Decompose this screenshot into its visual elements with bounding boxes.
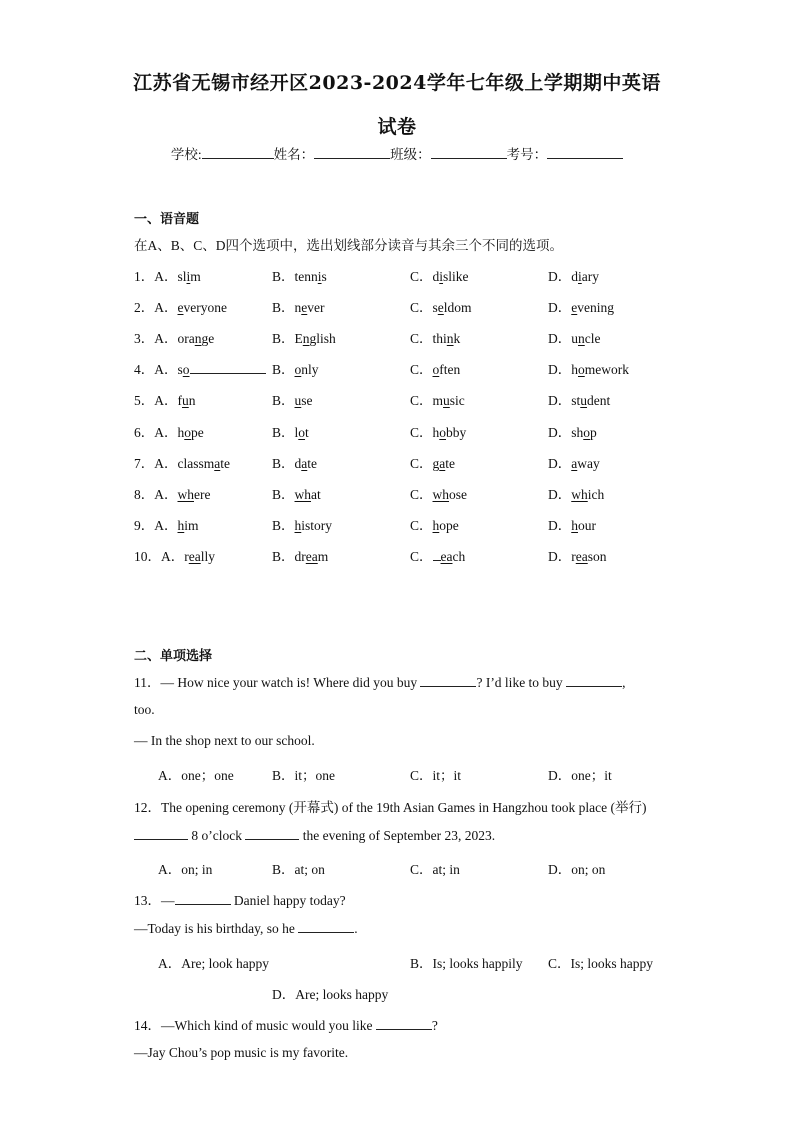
- option-word: [295, 487, 321, 502]
- q13-text-4: .: [354, 921, 358, 936]
- underlined-letters: n: [194, 331, 202, 347]
- option-word: [295, 362, 319, 377]
- option-word: [178, 425, 204, 440]
- question-13-line-2: [134, 920, 358, 937]
- option-letter: D．: [548, 331, 572, 347]
- underlined-letters: o: [182, 362, 190, 378]
- q14-text: 14．—Which kind of music would you like: [134, 1018, 373, 1033]
- underlined-letters: ea: [188, 548, 201, 564]
- school-label: 学校:: [170, 147, 202, 162]
- phonetics-q9-option-a[interactable]: [134, 514, 199, 534]
- question-number: 1．A．: [134, 269, 178, 284]
- phonetics-q10-option-d[interactable]: [548, 545, 607, 565]
- q11-text-2: ? I’d like to buy: [476, 675, 563, 690]
- phonetics-q9-option-c[interactable]: [410, 514, 459, 534]
- word-part: s: [177, 362, 183, 378]
- option-word: [571, 456, 600, 471]
- word-part: vening: [577, 300, 614, 316]
- option-word: [433, 549, 466, 564]
- option-letter: B．: [272, 424, 295, 440]
- word-part: sic: [449, 393, 465, 409]
- underline-extension: [190, 362, 266, 374]
- page-title: 江苏省无锡市经开区2023-2024学年七年级上学期期中英语: [133, 72, 661, 94]
- option-letter: B．: [272, 362, 295, 378]
- underlined-letters: e: [437, 300, 444, 316]
- word-part: ldom: [443, 300, 472, 316]
- option-word: [571, 300, 614, 315]
- phonetics-q6-option-a[interactable]: [134, 421, 204, 441]
- word-part: p: [590, 424, 597, 440]
- word-part: sl: [177, 269, 187, 284]
- underlined-letters: n: [578, 331, 585, 347]
- q13-text: 13．—: [134, 893, 175, 908]
- word-part: s: [432, 300, 438, 316]
- underlined-letters: n: [302, 331, 310, 347]
- word-part: im: [184, 517, 199, 533]
- option-letter: C．: [410, 455, 433, 471]
- option-letter: D．: [548, 486, 572, 502]
- option-word: [295, 300, 325, 315]
- underlined-letters: h: [571, 517, 578, 533]
- underlined-letters: u: [443, 393, 450, 409]
- word-part: d: [571, 269, 578, 284]
- phonetics-q8-option-b[interactable]: [272, 483, 321, 503]
- option-word: [571, 425, 597, 440]
- phonetics-q7-option-d[interactable]: [548, 452, 600, 472]
- question-number: 2．A．: [134, 300, 178, 316]
- option-letter: C．: [410, 486, 433, 502]
- word-part: ary: [581, 269, 600, 284]
- underlined-letters: i: [578, 269, 582, 284]
- option-word: [433, 300, 472, 315]
- option-word: [178, 331, 215, 346]
- option-letter: C．: [410, 300, 433, 316]
- option-word: [433, 331, 461, 346]
- phonetics-q9-option-b[interactable]: [272, 514, 332, 534]
- phonetics-q6-option-d[interactable]: [548, 421, 597, 441]
- phonetics-q7-option-c[interactable]: [410, 452, 455, 472]
- underlined-letters: a: [214, 455, 221, 471]
- q12-option-d[interactable]: D．on; on: [548, 862, 606, 877]
- q13-text-3: —Today is his birthday, so he: [134, 921, 295, 936]
- school-blank: [202, 144, 274, 159]
- question-13-line-1: [134, 889, 346, 909]
- word-part: r: [184, 548, 189, 564]
- name-label: 姓名：: [273, 147, 315, 162]
- word-part: h: [177, 424, 185, 440]
- question-14-line-1: [134, 1014, 438, 1034]
- q12-text: 8 o’clock: [191, 828, 242, 843]
- option-letter: C．: [410, 517, 433, 533]
- question-11-line-2: too.: [134, 702, 155, 717]
- question-11-line-3: — In the shop next to our school.: [134, 733, 315, 748]
- phonetics-q10-option-c[interactable]: [410, 545, 465, 565]
- word-part: thi: [432, 331, 447, 347]
- option-word: [295, 331, 336, 346]
- q11-text: 11．— How nice your watch is! Where did you buy: [134, 675, 418, 690]
- phonetics-q3-option-a[interactable]: [134, 327, 214, 347]
- phonetics-q4-option-d[interactable]: [548, 358, 629, 378]
- word-part: istory: [301, 517, 333, 533]
- option-word: [178, 300, 227, 315]
- phonetics-q3-option-b[interactable]: [272, 327, 336, 347]
- word-part: d: [294, 455, 302, 471]
- word-part: our: [578, 517, 596, 533]
- question-number: 9．A．: [134, 517, 178, 533]
- page-title-continued: 试卷: [377, 116, 417, 138]
- word-part: h: [432, 424, 440, 440]
- word-part: m: [432, 393, 444, 409]
- option-letter: C．: [410, 362, 433, 378]
- option-word: [178, 456, 231, 471]
- name-blank: [314, 144, 390, 159]
- phonetics-q1-option-d[interactable]: [548, 265, 599, 285]
- option-letter: D．: [548, 300, 572, 316]
- option-word: [571, 549, 606, 564]
- q13-option-c[interactable]: C．Is; looks happy: [548, 956, 654, 971]
- phonetics-q8-option-c[interactable]: [410, 483, 467, 503]
- option-letter: D．: [548, 269, 572, 284]
- question-number: 7．A．: [134, 455, 178, 471]
- word-part: ich: [587, 486, 605, 502]
- option-word: [433, 487, 468, 502]
- underlined-letters: u: [182, 393, 189, 409]
- q11-option-d[interactable]: D．one；it: [548, 768, 612, 783]
- option-letter: B．: [272, 393, 295, 409]
- q13-option-d[interactable]: D．Are; looks happy: [272, 987, 389, 1002]
- q11-blank-2: [566, 674, 622, 687]
- phonetics-q2-option-b[interactable]: [272, 296, 325, 316]
- phonetics-q2-option-a[interactable]: [134, 296, 227, 316]
- option-letter: B．: [272, 300, 295, 316]
- underlined-letters: ea: [440, 548, 453, 564]
- word-part: ere: [194, 486, 211, 502]
- phonetics-q4-option-b[interactable]: [272, 358, 319, 378]
- phonetics-q8-option-a[interactable]: [134, 483, 210, 503]
- word-part: at: [311, 486, 321, 502]
- option-letter: B．: [272, 269, 295, 284]
- underlined-letters: e: [177, 300, 184, 316]
- q13-blank-2: [298, 920, 354, 933]
- word-part: dent: [587, 393, 611, 409]
- question-number: 6．A．: [134, 424, 178, 440]
- q11-text-3: ,: [622, 675, 626, 690]
- option-word: [295, 425, 309, 440]
- option-word: [295, 549, 329, 564]
- underlined-letters: o: [578, 362, 585, 378]
- option-word: [295, 456, 318, 471]
- word-part: ora: [177, 331, 195, 347]
- word-part: E: [294, 331, 303, 347]
- word-part: cle: [584, 331, 601, 347]
- phonetics-q5-option-a[interactable]: [134, 389, 196, 409]
- word-part: tenn: [294, 269, 318, 284]
- option-letter: C．: [410, 393, 433, 409]
- phonetics-q5-option-c[interactable]: [410, 389, 465, 409]
- word-part: glish: [309, 331, 336, 347]
- phonetics-q5-option-d[interactable]: [548, 389, 610, 409]
- word-part: mework: [584, 362, 629, 378]
- word-part: ften: [439, 362, 461, 378]
- word-part: u: [571, 331, 578, 347]
- option-word: [178, 393, 196, 408]
- underlined-letters: o: [294, 362, 302, 378]
- class-blank: [431, 144, 507, 159]
- option-word: [295, 518, 333, 533]
- word-part: se: [301, 393, 313, 409]
- underlined-letters: u: [580, 393, 588, 409]
- word-part: nly: [301, 362, 319, 378]
- word-part: n: [294, 300, 302, 316]
- option-word: [433, 362, 461, 377]
- word-part: h: [571, 362, 578, 378]
- question-14-line-2: —Jay Chou’s pop music is my favorite.: [134, 1045, 349, 1060]
- underlined-letters: i: [439, 269, 444, 284]
- underlined-letters: u: [294, 393, 302, 409]
- word-part: veryone: [183, 300, 227, 316]
- underlined-letters: wh: [294, 486, 312, 502]
- phonetics-q2-option-c[interactable]: [410, 296, 472, 316]
- word-part: ch: [452, 548, 466, 564]
- question-number: 8．A．: [134, 486, 178, 502]
- phonetics-q10-option-b[interactable]: [272, 545, 328, 565]
- word-part: ge: [201, 331, 215, 347]
- option-letter: B．: [272, 455, 295, 471]
- underlined-letters: wh: [177, 486, 194, 502]
- underlined-letters: wh: [571, 486, 588, 502]
- section-heading-single-choice: 二、单项选择: [134, 649, 213, 664]
- phonetics-q1-option-c[interactable]: [410, 265, 469, 285]
- word-part: te: [307, 455, 318, 471]
- q12-text-2: the evening of September 23, 2023.: [302, 828, 496, 843]
- exam-number-blank: [547, 144, 623, 159]
- underlined-letters: i: [317, 269, 322, 284]
- option-letter: C．: [410, 269, 433, 284]
- underlined-letters: o: [439, 424, 447, 440]
- word-part: way: [577, 455, 600, 471]
- option-letter: D．: [548, 424, 572, 440]
- option-word: [178, 269, 201, 284]
- q12-blank-2: [245, 827, 299, 840]
- word-part: r: [571, 548, 576, 564]
- option-letter: C．: [410, 424, 433, 440]
- underlined-letters: n: [446, 331, 454, 347]
- q13-text-2: Daniel happy today?: [233, 893, 346, 908]
- word-part: te: [445, 455, 456, 471]
- q12-option-b[interactable]: B．at; on: [272, 862, 325, 877]
- option-word: [178, 362, 266, 377]
- option-letter: C．: [410, 331, 433, 347]
- word-part: n: [188, 393, 196, 409]
- phonetics-q6-option-c[interactable]: [410, 421, 466, 441]
- option-letter: D．: [548, 517, 572, 533]
- word-part: dr: [294, 548, 306, 564]
- word-part: m: [190, 269, 201, 284]
- option-word: [571, 362, 629, 377]
- underlined-letters: o: [184, 424, 191, 440]
- underlined-letters: h: [294, 517, 302, 533]
- question-12-line-2: [134, 827, 495, 844]
- phonetics-q6-option-b[interactable]: [272, 421, 309, 441]
- word-part: m: [317, 548, 329, 564]
- question-11-line-1: [134, 671, 625, 691]
- phonetics-q7-option-a[interactable]: [134, 452, 230, 472]
- option-word: [433, 269, 469, 284]
- q12-blank-1: [134, 827, 188, 840]
- phonetics-q1-option-b[interactable]: [272, 265, 327, 285]
- option-word: [433, 456, 456, 471]
- underlined-letters: o: [432, 362, 440, 378]
- phonetics-q10-option-a[interactable]: [134, 545, 215, 565]
- option-letter: B．: [272, 331, 295, 347]
- question-number: 10．A．: [134, 548, 185, 564]
- option-letter: B．: [272, 486, 295, 502]
- q13-option-b[interactable]: B．Is; looks happily: [410, 956, 523, 971]
- phonetics-q5-option-b[interactable]: [272, 389, 313, 409]
- word-part: ver: [307, 300, 325, 316]
- option-word: [571, 269, 599, 284]
- exam-number-label: 考号：: [506, 147, 548, 162]
- option-letter: B．: [272, 548, 295, 564]
- underlined-letters: ea: [575, 548, 588, 564]
- word-part: d: [432, 269, 440, 284]
- word-part: sh: [571, 424, 584, 440]
- q14-blank: [376, 1017, 432, 1030]
- question-12-line-1: 12．The opening ceremony (开幕式) of the 19th Asian Games in Hangzhou took place (举行): [134, 800, 647, 815]
- underlined-letters: h: [177, 517, 185, 533]
- q13-blank-1: [175, 892, 231, 905]
- phonetics-q4-option-a[interactable]: [134, 358, 266, 378]
- option-letter: B．: [272, 517, 295, 533]
- underlined-letters: i: [186, 269, 191, 284]
- word-part: l: [294, 424, 299, 440]
- q11-option-b[interactable]: B．it；one: [272, 768, 335, 783]
- q12-option-c[interactable]: C．at; in: [410, 862, 460, 877]
- phonetics-q2-option-d[interactable]: [548, 296, 614, 316]
- option-letter: D．: [548, 455, 572, 471]
- option-word: [433, 425, 467, 440]
- underline-extension: [433, 549, 441, 561]
- underlined-letters: h: [432, 517, 440, 533]
- word-part: g: [432, 455, 440, 471]
- q11-option-c[interactable]: C．it；it: [410, 768, 462, 783]
- word-part: lly: [200, 548, 215, 564]
- phonetics-q3-option-c[interactable]: [410, 327, 460, 347]
- word-part: st: [571, 393, 581, 409]
- option-word: [295, 393, 313, 408]
- word-part: te: [220, 455, 230, 471]
- word-part: classm: [177, 455, 215, 471]
- option-word: [571, 393, 610, 408]
- phonetics-q3-option-d[interactable]: [548, 327, 601, 347]
- word-part: s: [321, 269, 327, 284]
- word-part: t: [305, 424, 309, 440]
- word-part: ope: [439, 517, 459, 533]
- option-word: [433, 518, 459, 533]
- phonetics-q4-option-c[interactable]: [410, 358, 460, 378]
- option-letter: D．: [548, 393, 572, 409]
- underlined-letters: o: [583, 424, 591, 440]
- underlined-letters: e: [571, 300, 578, 316]
- phonetics-q1-option-a[interactable]: [134, 265, 201, 285]
- option-letter: D．: [548, 362, 572, 378]
- class-label: 班级：: [390, 147, 431, 162]
- phonetics-q8-option-d[interactable]: [548, 483, 604, 503]
- section-heading-phonetics: 一、语音题: [134, 212, 200, 227]
- option-letter: D．: [548, 548, 572, 564]
- word-part: f: [177, 393, 182, 409]
- option-word: [433, 393, 465, 408]
- underlined-letters: a: [439, 455, 446, 471]
- word-part: son: [587, 548, 607, 564]
- option-word: [178, 487, 211, 502]
- underlined-letters: o: [298, 424, 306, 440]
- word-part: ose: [449, 486, 468, 502]
- underlined-letters: a: [571, 455, 578, 471]
- question-number: 4．A．: [134, 362, 178, 378]
- underlined-letters: ea: [305, 548, 318, 564]
- underlined-letters: e: [301, 300, 308, 316]
- option-word: [571, 487, 604, 502]
- section-instruction: 在A、B、C、D四个选项中，选出划线部分读音与其余三个不同的选项。: [134, 238, 564, 253]
- option-word: [571, 518, 596, 533]
- question-number: 5．A．: [134, 393, 178, 409]
- word-part: slike: [443, 269, 469, 284]
- word-part: k: [453, 331, 461, 347]
- phonetics-q7-option-b[interactable]: [272, 452, 317, 472]
- word-part: bby: [446, 424, 467, 440]
- underlined-letters: a: [301, 455, 308, 471]
- q13-option-a[interactable]: A．Are; look happy: [158, 956, 269, 971]
- option-word: [571, 331, 600, 346]
- option-word: [178, 518, 199, 533]
- option-word: [295, 269, 327, 284]
- phonetics-q9-option-d[interactable]: [548, 514, 596, 534]
- q11-blank-1: [420, 674, 476, 687]
- word-part: pe: [191, 424, 204, 440]
- q14-text-2: ?: [431, 1018, 438, 1033]
- question-number: 3．A．: [134, 331, 178, 347]
- option-word: [184, 549, 215, 564]
- underlined-letters: wh: [432, 486, 450, 502]
- q11-option-a[interactable]: A．one；one: [158, 768, 234, 783]
- q12-option-a[interactable]: A．on; in: [158, 862, 213, 877]
- student-info-line: [0, 143, 794, 163]
- option-letter: C．: [410, 548, 433, 564]
